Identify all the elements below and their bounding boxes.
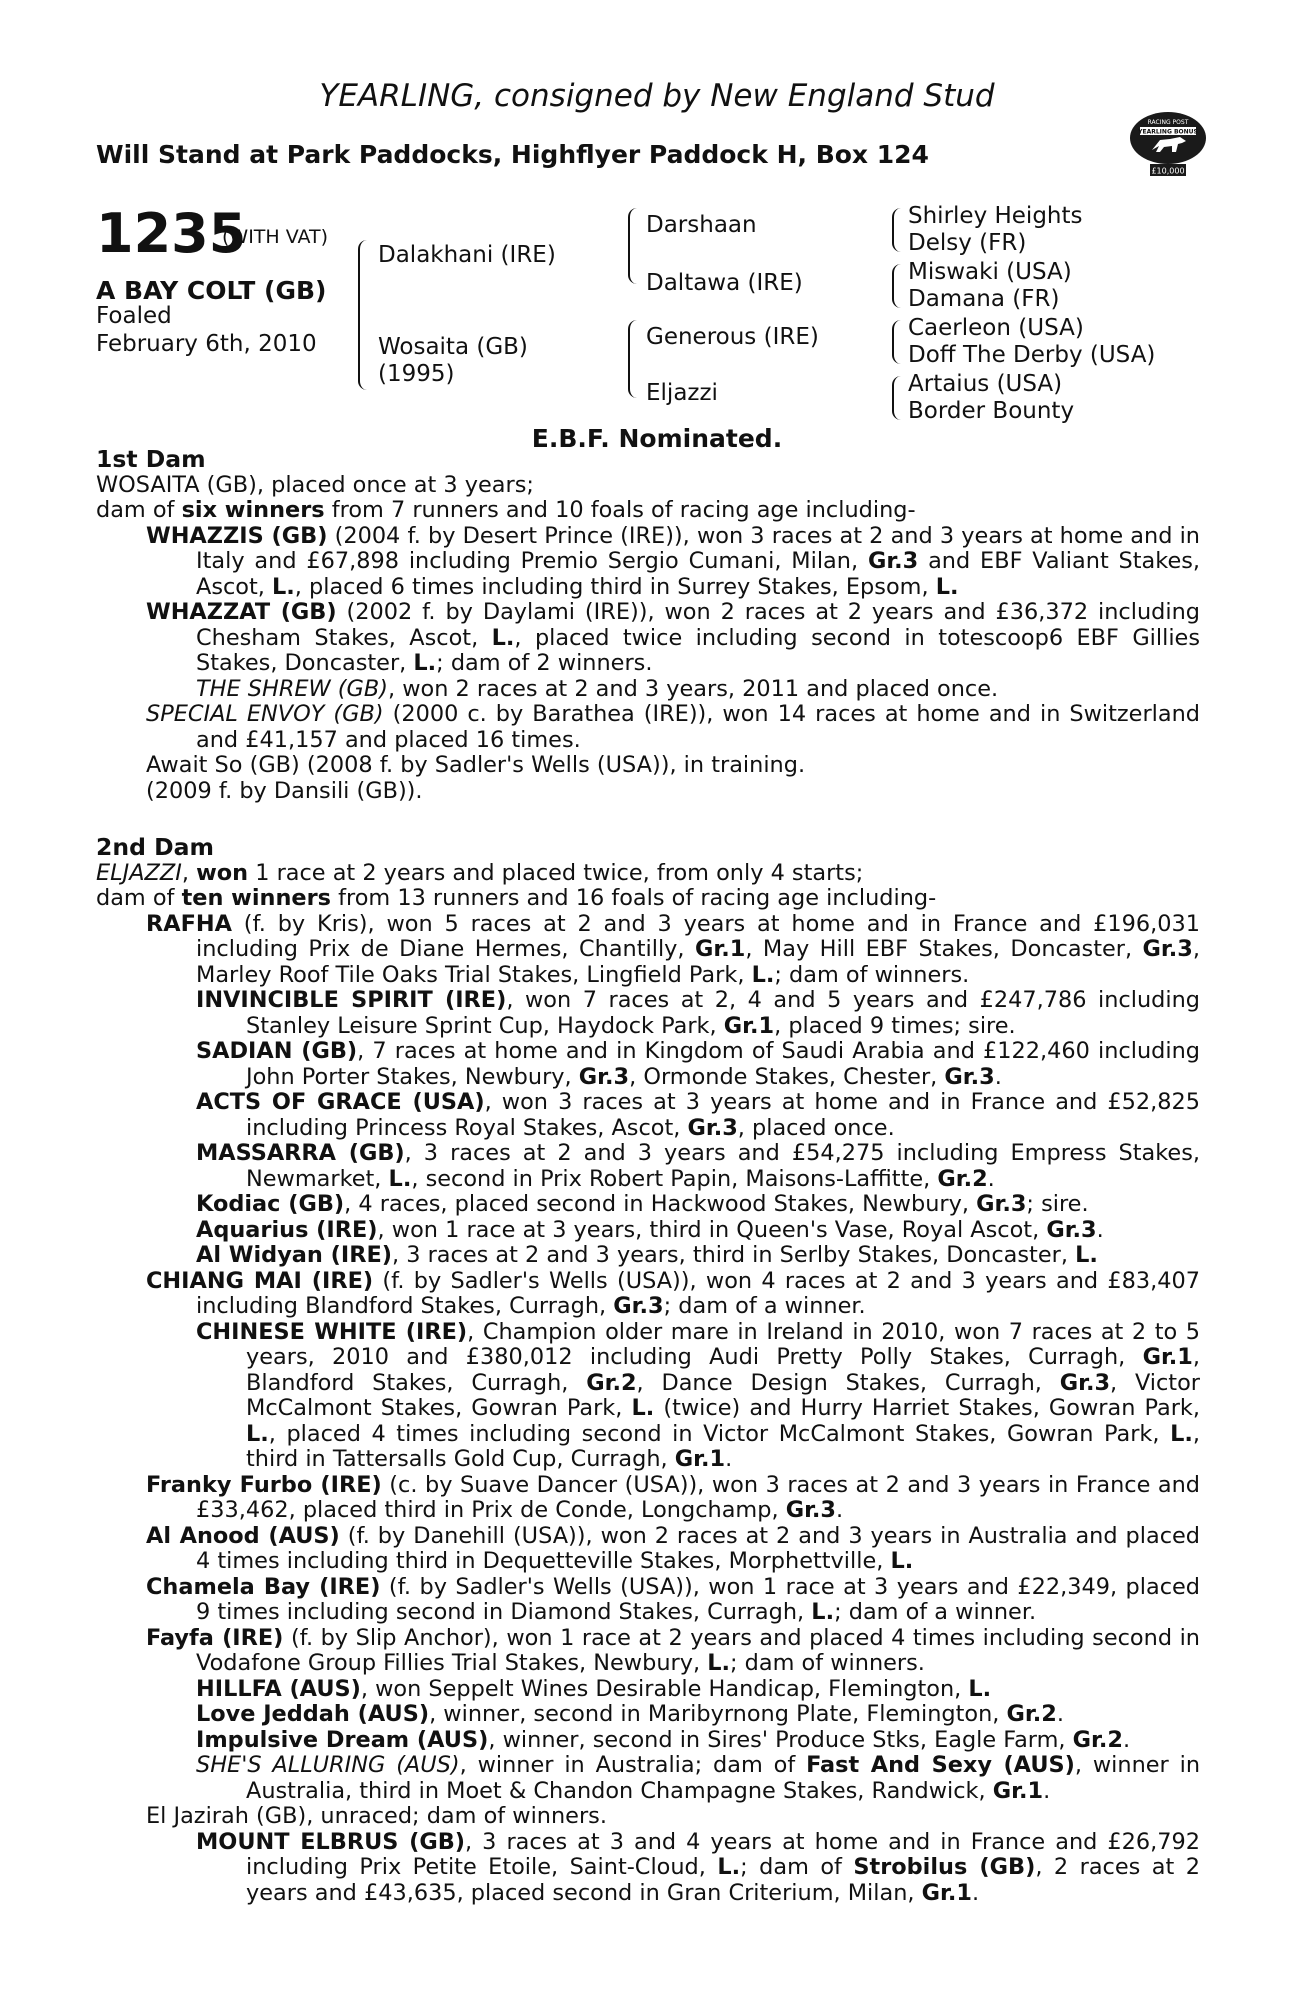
produce-entry: Al Widyan (IRE), 3 races at 2 and 3 years, third in Serlby Stakes, Doncaster, L. [196, 1242, 1098, 1268]
produce-entry: MOUNT ELBRUS (GB), 3 races at 3 and 4 years at home and in France and £26,792 including Prix Petite Etoile, Saint-Cloud, L.; dam of Strobilus (GB), 2 races at 2 years and £43,635, placed second in Gran Criterium, Milan, Gr.1. [196, 1828, 1200, 1906]
produce-entry: ACTS OF GRACE (USA), won 3 races at 3 years at home and in France and £52,825 including Princess Royal Stakes, Ascot, Gr.3, placed once. [196, 1089, 1200, 1141]
logo-line-2: YEARLING BONUS [1138, 128, 1198, 136]
brace-g3-4 [892, 376, 901, 420]
produce-entry: Al Anood (AUS) (f. by Danehill (USA)), won 2 races at 2 and 3 years in Australia and placed 4 times including third in Dequetteville Stakes, Morphettville, L. [146, 1522, 1201, 1574]
produce-entry: Kodiac (GB), 4 races, placed second in Hackwood Stakes, Newbury, Gr.3; sire. [196, 1191, 1089, 1217]
produce-entry: Love Jeddah (AUS), winner, second in Maribyrnong Plate, Flemington, Gr.2. [196, 1701, 1064, 1727]
produce-entry: Chamela Bay (IRE) (f. by Sadler's Wells (USA)), won 1 race at 3 years and £22,349, placed 9 times including second in Diamond Stakes, Curragh, L.; dam of a winner. [146, 1573, 1201, 1625]
produce-entry: THE SHREW (GB), won 2 races at 2 and 3 years, 2011 and placed once. [196, 675, 999, 702]
pedigree-g3-6: Doff The Derby (USA) [908, 342, 1156, 368]
pedigree-g3-8: Border Bounty [908, 398, 1075, 424]
produce-entry: WHAZZIS (GB) (2004 f. by Desert Prince (IRE)), won 3 races at 2 and 3 years at home and in Italy and £67,898 including Premio Sergio Cumani, Milan, Gr.3 and EBF Valiant Stakes, Ascot, L., placed 6 times including third in Surrey Stakes, Epsom, L. [146, 522, 1200, 600]
produce-entry: Await So (GB) (2008 f. by Sadler's Wells (USA)), in training. [146, 752, 806, 778]
produce-entry: CHINESE WHITE (IRE), Champion older mare in Ireland in 2010, won 7 races at 2 to 5 years, 2010 and £380,012 including Audi Pretty Polly Stakes, Curragh, Gr.1, Blandford Stakes, Curragh, Gr.2, Dance Design Stakes, Curragh, Gr.3, Victor McCalmont Stakes, Gowran Park, L. (twice) and Hurry Harriet Stakes, Gowran Park, L., placed 4 times including second in Victor McCalmont Stakes, Gowran Park, L., third in Tattersalls Gold Cup, Curragh, Gr.1. [196, 1318, 1200, 1472]
pedigree-dam-sire: Generous (IRE) [646, 324, 819, 350]
pedigree-g3-2: Delsy (FR) [908, 230, 1027, 256]
produce-entry: El Jazirah (GB), unraced; dam of winners. [146, 1803, 607, 1829]
vat-label: (WITH VAT) [222, 226, 329, 248]
produce-entry: Aquarius (IRE), won 1 race at 3 years, third in Queen's Vase, Royal Ascot, Gr.3. [196, 1216, 1104, 1243]
yearling-bonus-logo [1126, 94, 1210, 190]
brace-sire-parents [628, 208, 637, 284]
brace-g3-1 [892, 208, 901, 252]
produce-entry: WHAZZAT (GB) (2002 f. by Daylami (IRE)), won 2 races at 2 years and £36,372 including Chesham Stakes, Ascot, L., placed twice including second in totescoop6 EBF Gillies Stakes, Doncaster, L.; dam of 2 winners. [146, 599, 1201, 676]
produce-entry: Impulsive Dream (AUS), winner, second in Sires' Produce Stks, Eagle Farm, Gr.2. [196, 1726, 1131, 1753]
first-dam-line: WOSAITA (GB), placed once at 3 years; [96, 471, 534, 498]
foaled-date: February 6th, 2010 [96, 331, 317, 357]
pedigree-dam: Wosaita (GB) [378, 334, 528, 360]
ebf-nominated: E.B.F. Nominated. [531, 424, 783, 453]
second-dam-line: ELJAZZI, won 1 race at 2 years and placed twice, from only 4 starts; [96, 859, 864, 886]
produce-entry: CHIANG MAI (IRE) (f. by Sadler's Wells (USA)), won 4 races at 2 and 3 years and £83,407 including Blandford Stakes, Curragh, Gr.3; dam of a winner. [146, 1267, 1200, 1319]
produce-entry: SADIAN (GB), 7 races at home and in Kingdom of Saudi Arabia and £122,460 including John Porter Stakes, Newbury, Gr.3, Ormonde Stakes, Chester, Gr.3. [196, 1038, 1200, 1090]
second-dam-heading: 2nd Dam [96, 833, 214, 861]
brace-g3-3 [892, 320, 901, 364]
pedigree-g3-1: Shirley Heights [908, 203, 1083, 229]
horse-name: A BAY COLT (GB) [96, 276, 327, 305]
brace-sire-dam [358, 240, 367, 390]
foaled-label: Foaled [96, 303, 172, 329]
produce-entry: HILLFA (AUS), won Seppelt Wines Desirable Handicap, Flemington, L. [196, 1675, 992, 1702]
produce-entry: (2009 f. by Dansili (GB)). [146, 777, 423, 804]
pedigree-dam-dam: Eljazzi [646, 380, 718, 406]
second-dam-produce-line: dam of ten winners from 13 runners and 16 foals of racing age including- [96, 885, 937, 911]
produce-entry: Fayfa (IRE) (f. by Slip Anchor), won 1 race at 2 years and placed 4 times including second in Vodafone Group Fillies Trial Stakes, Newbury, L.; dam of winners. [146, 1624, 1200, 1676]
brace-dam-parents [628, 320, 637, 398]
produce-entry: SHE'S ALLURING (AUS), winner in Australia; dam of Fast And Sexy (AUS), winner in Australia, third in Moet & Chandon Champagne Stakes, Randwick, Gr.1. [196, 1752, 1201, 1804]
first-dam-section [96, 447, 1200, 804]
stand-location: Will Stand at Park Paddocks, Highflyer Paddock H, Box 124 [96, 140, 929, 169]
pedigree-sire-dam: Daltawa (IRE) [646, 270, 803, 296]
first-dam-produce-line: dam of six winners from 7 runners and 10 foals of racing age including- [96, 497, 916, 523]
foaled-block [96, 302, 317, 358]
pedigree-g3-3: Miswaki (USA) [908, 259, 1072, 285]
brace-g3-2 [892, 264, 901, 308]
lot-number: 1235 [96, 202, 247, 265]
logo-line-3: £10,000 [1151, 166, 1185, 176]
pedigree-g3-4: Damana (FR) [908, 286, 1060, 312]
pedigree-g3-7: Artaius (USA) [908, 371, 1063, 397]
first-dam-heading: 1st Dam [96, 445, 206, 473]
pedigree-sire-sire: Darshaan [646, 212, 757, 238]
pedigree-dam-year: (1995) [378, 361, 455, 387]
pedigree-g3-5: Caerleon (USA) [908, 315, 1084, 341]
logo-line-1: RACING POST [1147, 119, 1189, 126]
produce-entry: RAFHA (f. by Kris), won 5 races at 2 and 3 years at home and in France and £196,031 including Prix de Diane Hermes, Chantilly, Gr.1, May Hill EBF Stakes, Doncaster, Gr.3, Marley Roof Tile Oaks Trial Stakes, Lingfield Park, L.; dam of winners. [146, 910, 1200, 988]
pedigree-sire: Dalakhani (IRE) [378, 242, 556, 268]
produce-entry: MASSARRA (GB), 3 races at 2 and 3 years and £54,275 including Empress Stakes, Newmarket, L., second in Prix Robert Papin, Maisons-Laffitte, Gr.2. [196, 1140, 1200, 1192]
produce-entry: Franky Furbo (IRE) (c. by Suave Dancer (USA)), won 3 races at 2 and 3 years in France and £33,462, placed third in Prix de Conde, Longchamp, Gr.3. [146, 1471, 1200, 1523]
produce-entry: SPECIAL ENVOY (GB) (2000 c. by Barathea (IRE)), won 14 races at home and in Switzerland and £41,157 and placed 16 times. [146, 701, 1201, 753]
produce-entry: INVINCIBLE SPIRIT (IRE), won 7 races at 2, 4 and 5 years and £247,786 including Stanley Leisure Sprint Cup, Haydock Park, Gr.1, placed 9 times; sire. [196, 987, 1200, 1039]
catalogue-heading: YEARLING, consigned by New England Stud [319, 78, 995, 114]
second-dam-section [96, 835, 1200, 1906]
